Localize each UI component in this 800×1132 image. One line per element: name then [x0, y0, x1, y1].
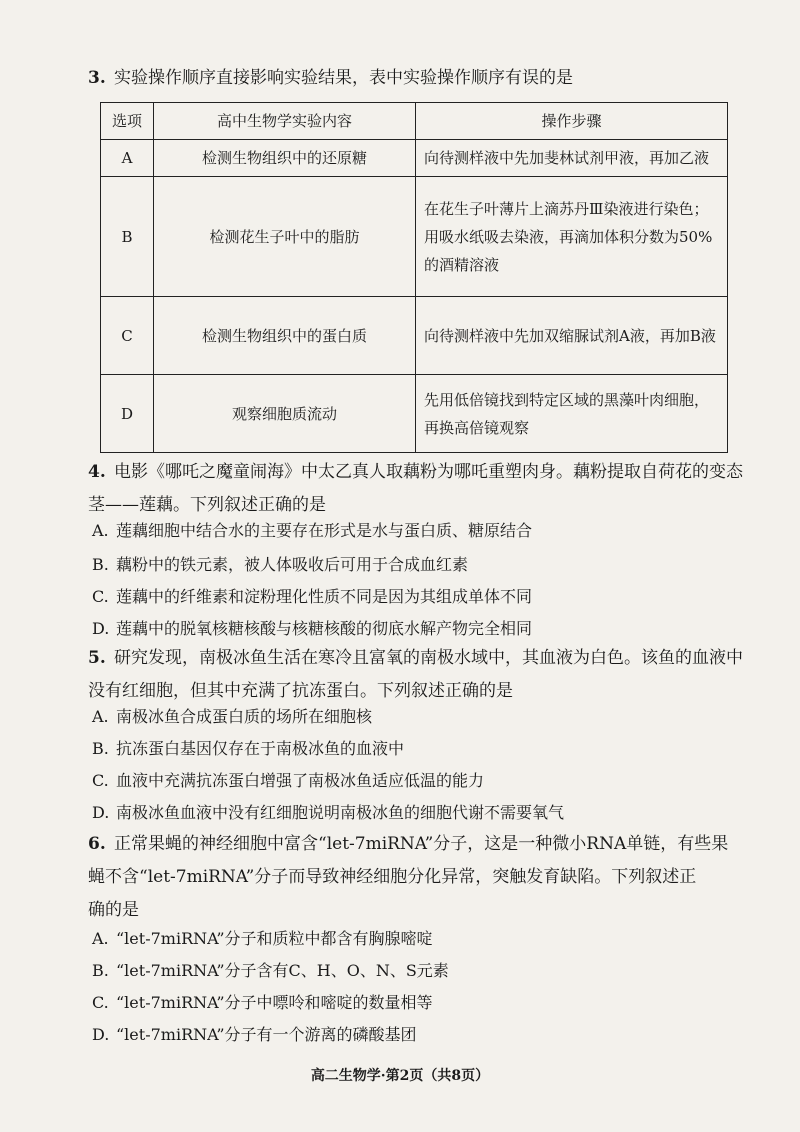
q4-option-d [92, 614, 732, 644]
option-letter: D. [92, 803, 110, 822]
option-letter: B. [92, 739, 109, 758]
q5-option-b [92, 734, 732, 764]
option-text: 南极冰鱼合成蛋白质的场所在细胞核 [116, 707, 373, 726]
option-text: 血液中充满抗冻蛋白增强了南极冰鱼适应低温的能力 [116, 771, 485, 790]
q6-stem [88, 828, 748, 927]
q3-row-content: 观察细胞质流动 [154, 375, 416, 453]
q3-header-steps: 操作步骤 [416, 103, 728, 140]
option-text: 藕粉中的铁元素，被人体吸收后可用于合成血红素 [116, 555, 469, 574]
option-letter: C. [92, 993, 109, 1012]
option-letter: C. [92, 587, 109, 606]
option-text: 莲藕细胞中结合水的主要存在形式是水与蛋白质、糖原结合 [116, 521, 533, 540]
q6-option-a [92, 924, 732, 954]
page-footer: 高二生物学·第2页（共8页） [310, 1068, 490, 1084]
option-letter: A. [92, 707, 109, 726]
q3-row-c [101, 297, 728, 375]
option-text: 南极冰鱼血液中没有红细胞说明南极冰鱼的细胞代谢不需要氧气 [116, 803, 565, 822]
q3-row-d [101, 375, 728, 453]
q3-row-steps: 在花生子叶薄片上滴苏丹Ⅲ染液进行染色；用吸水纸吸去染液，再滴加体积分数为50%的酒精溶液 [416, 177, 728, 297]
q5-stem-line2: 没有红细胞，但其中充满了抗冻蛋白。下列叙述正确的是 [88, 681, 513, 701]
q4-number: 4. [88, 462, 106, 482]
q3-row-steps: 向待测样液中先加斐林试剂甲液，再加乙液 [416, 140, 728, 177]
q6-stem-line1: 正常果蝇的神经细胞中富含“let-7miRNA”分子，这是一种微小RNA单链，有些果 [114, 834, 729, 854]
q3-row-content: 检测花生子叶中的脂肪 [154, 177, 416, 297]
q3-row-option: B [101, 177, 154, 297]
q4-option-a [92, 516, 732, 546]
q3-row-a [101, 140, 728, 177]
option-text: “let-7miRNA”分子中嘌呤和嘧啶的数量相等 [116, 993, 433, 1012]
q3-row-option: A [101, 140, 154, 177]
q6-stem-line3: 确的是 [88, 900, 139, 920]
q6-stem-line2: 蝇不含“let-7miRNA”分子而导致神经细胞分化异常，突触发育缺陷。下列叙述正 [88, 867, 697, 887]
option-text: 莲藕中的纤维素和淀粉理化性质不同是因为其组成单体不同 [116, 587, 533, 606]
q4-stem-line1: 电影《哪吒之魔童闹海》中太乙真人取藕粉为哪吒重塑肉身。藕粉提取自荷花的变态 [114, 462, 743, 482]
q4-option-c [92, 582, 732, 612]
option-letter: D. [92, 619, 110, 638]
q3-row-option: D [101, 375, 154, 453]
option-letter: C. [92, 771, 109, 790]
q3-row-steps: 向待测样液中先加双缩脲试剂A液，再加B液 [416, 297, 728, 375]
q3-table-header [101, 103, 728, 140]
option-text: “let-7miRNA”分子含有C、H、O、N、S元素 [116, 961, 449, 980]
q3-header-content: 高中生物学实验内容 [154, 103, 416, 140]
option-text: “let-7miRNA”分子和质粒中都含有胸腺嘧啶 [116, 929, 433, 948]
option-letter: B. [92, 961, 109, 980]
q5-option-a [92, 702, 732, 732]
q4-option-b [92, 550, 732, 580]
option-letter: A. [92, 929, 109, 948]
q5-stem [88, 642, 748, 708]
q3-stem-text: 实验操作顺序直接影响实验结果，表中实验操作顺序有误的是 [114, 68, 573, 88]
q6-option-d [92, 1020, 732, 1050]
q6-option-b [92, 956, 732, 986]
option-letter: D. [92, 1025, 110, 1044]
option-letter: A. [92, 521, 109, 540]
q3-table [100, 102, 728, 453]
q6-number: 6. [88, 834, 106, 854]
option-text: 莲藕中的脱氧核糖核酸与核糖核酸的彻底水解产物完全相同 [116, 619, 533, 638]
option-text: 抗冻蛋白基因仅存在于南极冰鱼的血液中 [116, 739, 405, 758]
q3-header-option: 选项 [101, 103, 154, 140]
q3-row-steps: 先用低倍镜找到特定区域的黑藻叶肉细胞，再换高倍镜观察 [416, 375, 728, 453]
option-letter: B. [92, 555, 109, 574]
q6-option-c [92, 988, 732, 1018]
q3-number: 3. [88, 68, 106, 88]
q4-stem [88, 456, 748, 522]
q4-stem-line2: 茎——莲藕。下列叙述正确的是 [88, 495, 326, 515]
q3-stem [88, 62, 748, 95]
q3-row-b [101, 177, 728, 297]
q5-number: 5. [88, 648, 106, 668]
q5-option-d [92, 798, 732, 828]
q3-row-content: 检测生物组织中的还原糖 [154, 140, 416, 177]
q3-row-content: 检测生物组织中的蛋白质 [154, 297, 416, 375]
option-text: “let-7miRNA”分子有一个游离的磷酸基团 [116, 1025, 417, 1044]
q5-stem-line1: 研究发现，南极冰鱼生活在寒冷且富氧的南极水域中，其血液为白色。该鱼的血液中 [114, 648, 743, 668]
q5-option-c [92, 766, 732, 796]
q3-row-option: C [101, 297, 154, 375]
